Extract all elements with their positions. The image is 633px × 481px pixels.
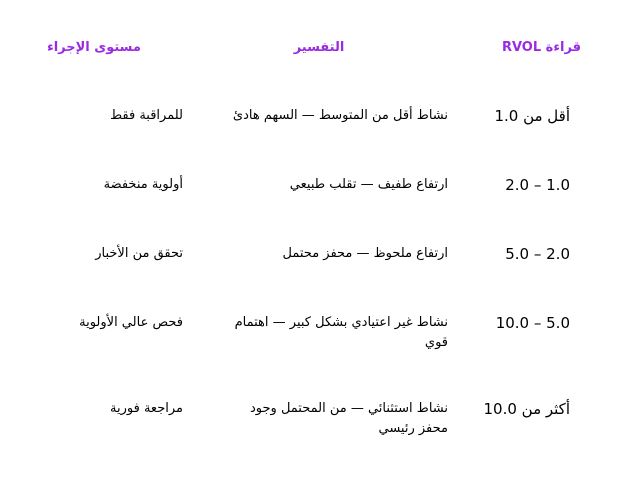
rvol-value: 5.0 – 10.0 [495,314,570,332]
action-level-text: تحقق من الأخبار [95,246,183,261]
action-level-text: مراجعة فورية [110,401,183,416]
action-level-text: أولوية منخفضة [103,177,183,192]
action-level-text: للمراقبة فقط [110,108,183,123]
rvol-value: أقل من 1.0 [494,107,570,125]
table-header [0,30,633,66]
header-interpretation: التفسير [293,40,345,55]
interpretation-text: نشاط غير اعتيادي بشكل كبير — اهتمام قوي [234,315,448,350]
interpretation-text: نشاط أقل من المتوسط — السهم هادئ [232,108,448,123]
table-row [0,175,633,244]
rvol-value: 1.0 – 2.0 [505,176,570,194]
table-row [0,313,633,399]
header-rvol: قراءة RVOL [501,40,582,55]
interpretation-text: نشاط استثنائي — من المحتمل وجود محفز رئيسي [250,401,448,436]
header-action-level: مستوى الإجراء [47,40,141,55]
table-row [0,399,633,468]
interpretation-text: ارتفاع ملحوظ — محفز محتمل [282,246,448,261]
interpretation-text: ارتفاع طفيف — تقلب طبيعي [289,177,448,192]
action-level-text: فحص عالي الأولوية [79,315,183,330]
table-row [0,66,633,175]
rvol-table [0,30,633,468]
table-row [0,244,633,313]
rvol-value: 2.0 – 5.0 [505,245,570,263]
rvol-value: أكثر من 10.0 [483,400,570,418]
